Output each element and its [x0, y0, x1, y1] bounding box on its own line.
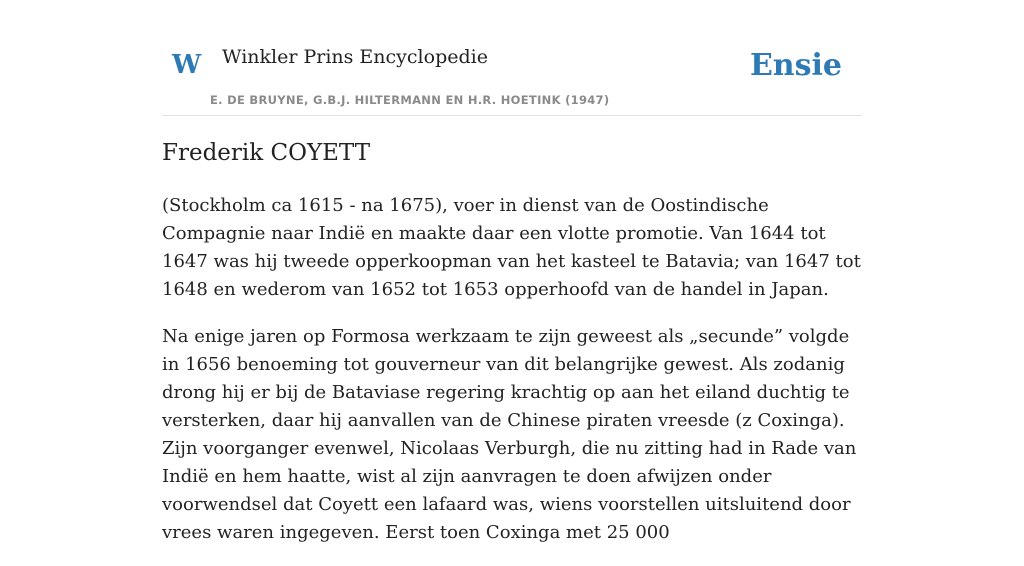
- page: [162, 0, 862, 543]
- encyclopedia-logo-icon[interactable]: W: [172, 50, 202, 80]
- article-title: Frederik COYETT: [162, 140, 371, 166]
- article-paragraph-1: (Stockholm ca 1615 - na 1675), voer in dienst van de Oostindische Compagnie naar Indië en maakte daar een vlotte promotie. Van 1644 tot 1647 was hij tweede opperkoopman van het kasteel te Batavia; van 1647 tot 1648 en wederom van 1652 tot 1653 opperhoofd van de handel in Japan.: [162, 195, 861, 300]
- article-body: [162, 192, 862, 566]
- ensie-brand-logo[interactable]: Ensie: [749, 48, 842, 83]
- article-paragraph-2: Na enige jaren op Formosa werkzaam te zijn geweest als „secunde” volgde in 1656 benoeming tot gouverneur van dit belangrijke gewest. Als zodanig drong hij er bij de Bataviase regering krachtig op aan het eiland duchtig te versterken, daar hij aanvallen van de Chinese piraten vreesde (z Coxinga). Zijn voorganger evenwel, Nicolaas Verburgh, die nu zitting had in Rade van Indië en hem haatte, wist al zijn aanvragen te doen afwijzen onder voorwendsel dat Coyett een lafaard was, wiens voorstellen uitsluitend door vrees waren ingegeven. Eerst toen Coxinga met 25 000: [162, 326, 857, 543]
- authors-line: E. DE BRUYNE, G.B.J. HILTERMANN EN H.R. HOETINK (1947): [210, 93, 610, 107]
- header: [162, 0, 862, 116]
- book-title-link[interactable]: Winkler Prins Encyclopedie: [222, 46, 488, 68]
